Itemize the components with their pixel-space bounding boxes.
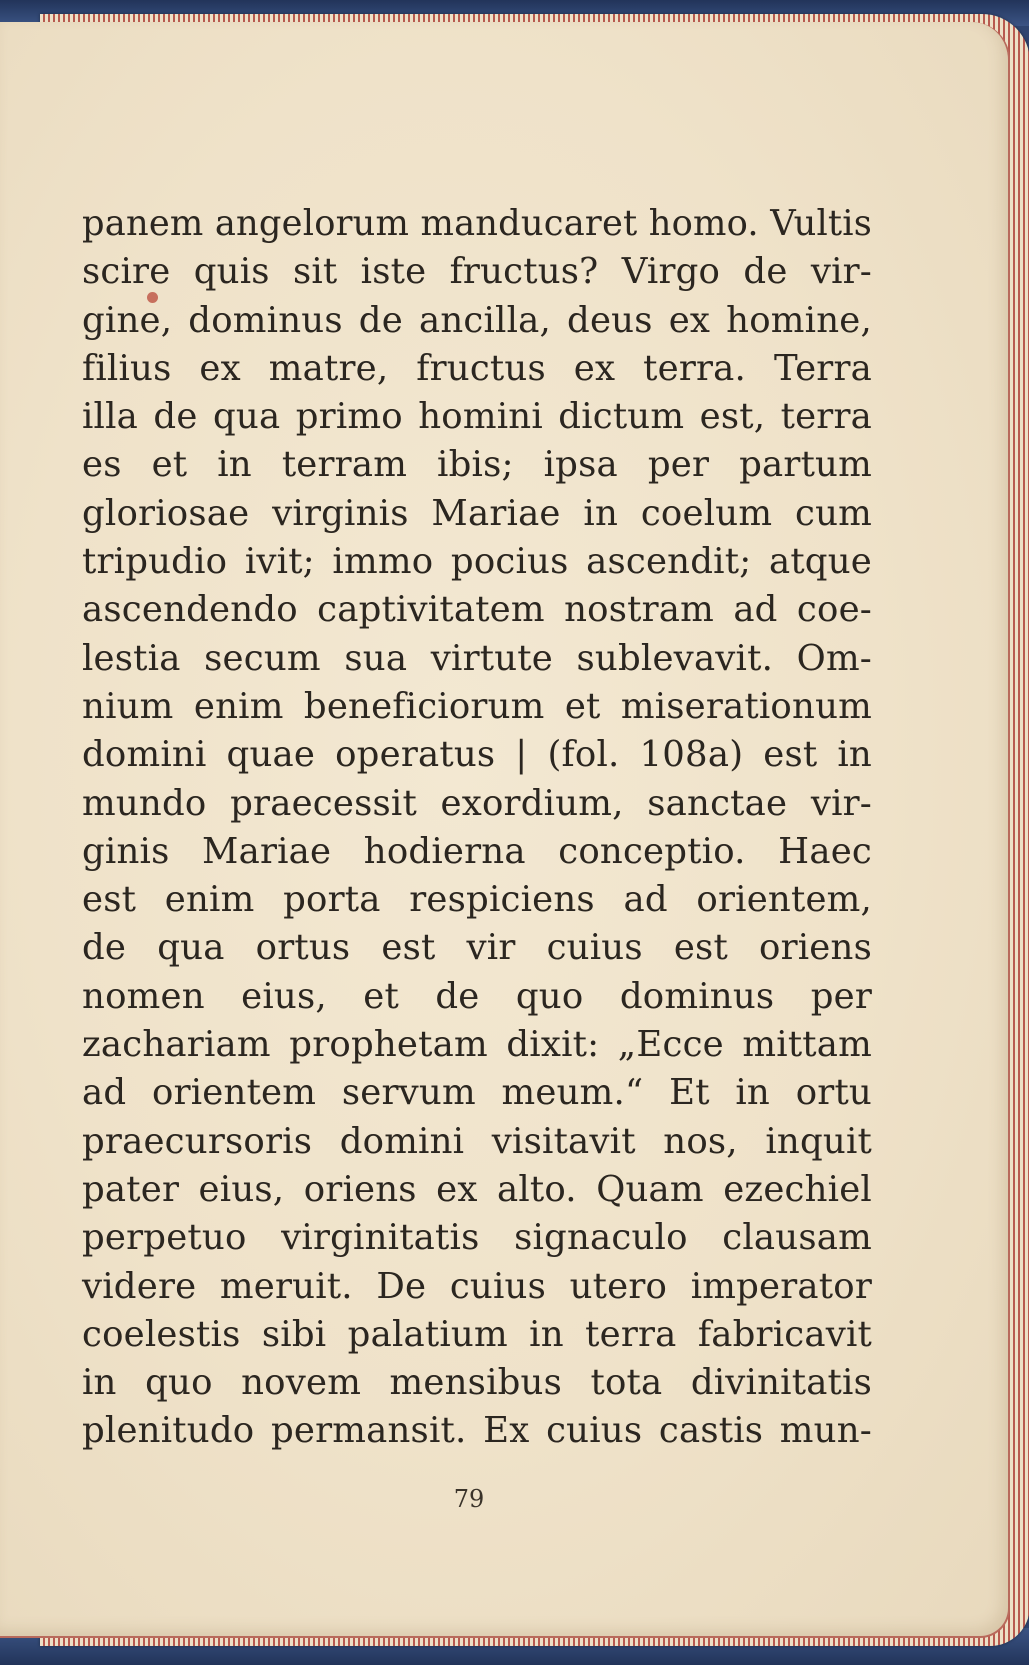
text-line: pater eius, oriens ex alto. Quam ezechiel [82, 1168, 872, 1210]
text-line: gine, dominus de ancilla, deus ex homine, [82, 299, 872, 341]
page-number: 79 [453, 1485, 485, 1513]
text-line: plenitudo permansit. Ex cuius castis mun- [82, 1410, 872, 1452]
text-line: videre meruit. De cuius utero imperator [82, 1265, 872, 1307]
text-line: filius ex matre, fructus ex terra. Terra [82, 347, 872, 389]
text-line: coelestis sibi palatium in terra fabricavit [82, 1313, 872, 1355]
text-line: perpetuo virginitatis signaculo clausam [82, 1217, 872, 1259]
text-line: ascendendo captivitatem nostram ad coe- [82, 589, 872, 631]
text-line: panem angelorum manducaret homo. Vultis [82, 203, 873, 244]
text-line: illa de qua primo homini dictum est, terra [82, 396, 872, 438]
text-line: ginis Mariae hodierna conceptio. Haec [82, 830, 872, 872]
text-line: mundo praecessit exordium, sanctae vir- [82, 782, 872, 824]
text-line: tripudio ivit; immo pocius ascendit; atque [82, 541, 872, 583]
body-text [82, 200, 872, 1456]
text-line: lestia secum sua virtute sublevavit. Om- [82, 637, 872, 679]
text-line: est enim porta respiciens ad orientem, [82, 879, 872, 921]
text-line: scire quis sit iste fructus? Virgo de vir- [82, 251, 872, 293]
text-line: praecursoris domini visitavit nos, inquit [82, 1120, 872, 1162]
text-line: gloriosae virginis Mariae in coelum cum [82, 492, 872, 534]
book-page [0, 22, 1010, 1638]
text-line: in quo novem mensibus tota divinitatis [82, 1362, 872, 1404]
text-line: de qua ortus est vir cuius est oriens [82, 927, 872, 969]
text-line: domini quae operatus | (fol. 108a) est in [82, 734, 872, 776]
text-line: zachariam prophetam dixit: „Ecce mittam [82, 1024, 872, 1066]
text-line: nomen eius, et de quo dominus per [82, 975, 872, 1017]
text-line: es et in terram ibis; ipsa per partum [82, 444, 872, 486]
text-line: ad orientem servum meum.“ Et in ortu [82, 1072, 872, 1114]
text-line: nium enim beneficiorum et miserationum [82, 685, 872, 727]
